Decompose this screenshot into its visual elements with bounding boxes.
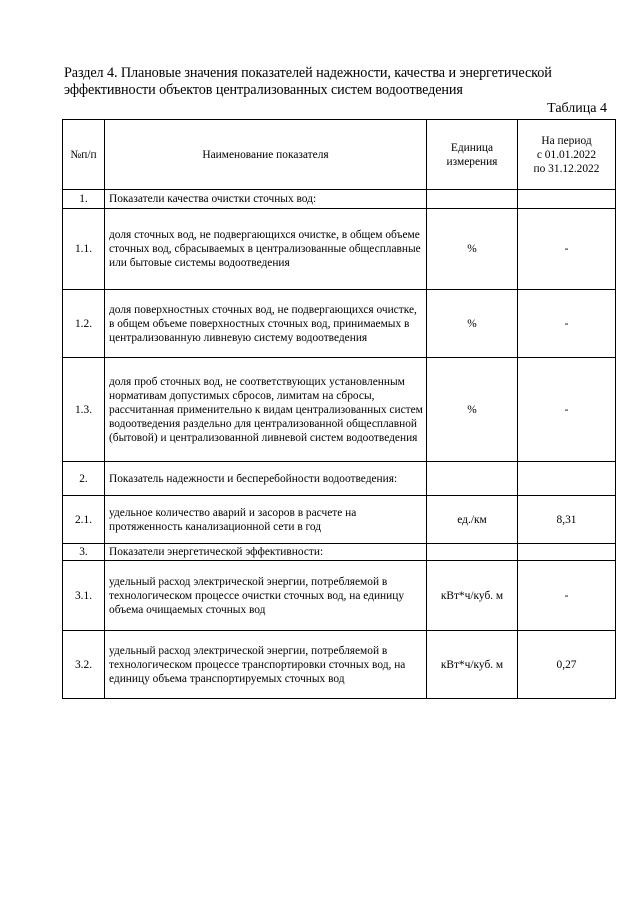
header-period — [518, 120, 616, 190]
row-unit: % — [427, 358, 518, 462]
row-unit: ед./км — [427, 496, 518, 544]
row-name: удельный расход электрической энергии, потребляемой в технологическом процессе транспортировки сточных вод, на единицу объема транспортируемых сточных вод — [105, 631, 427, 699]
row-unit: кВт*ч/куб. м — [427, 631, 518, 699]
row-name: Показатель надежности и бесперебойности водоотведения: — [105, 462, 427, 496]
row-num: 1.3. — [63, 358, 105, 462]
row-value: - — [518, 358, 616, 462]
row-value: - — [518, 561, 616, 631]
row-value — [518, 462, 616, 496]
row-value: 0,27 — [518, 631, 616, 699]
row-num: 1.2. — [63, 290, 105, 358]
row-name: Показатели энергетической эффективности: — [105, 544, 427, 561]
header-period-line-1: На период — [541, 134, 592, 147]
row-value: - — [518, 290, 616, 358]
row-value — [518, 544, 616, 561]
header-name: Наименование показателя — [105, 120, 427, 190]
table-row — [63, 462, 616, 496]
table-row — [63, 561, 616, 631]
table-row — [63, 544, 616, 561]
header-unit-line-1: Единица — [450, 141, 494, 154]
row-unit: % — [427, 290, 518, 358]
row-name: удельный расход электрической энергии, потребляемой в технологическом процессе очистки сточных вод, на единицу объема очищаемых сточных вод — [105, 561, 427, 631]
indicators-table — [62, 119, 616, 699]
header-period-line-3: по 31.12.2022 — [533, 162, 600, 175]
section-heading — [64, 65, 624, 99]
row-unit — [427, 190, 518, 209]
row-num: 1.1. — [63, 209, 105, 290]
row-num: 3.2. — [63, 631, 105, 699]
table-row — [63, 496, 616, 544]
table-row — [63, 358, 616, 462]
row-unit: кВт*ч/куб. м — [427, 561, 518, 631]
table-row — [63, 190, 616, 209]
header-period-line-2: с 01.01.2022 — [536, 148, 597, 161]
section-heading-line-1: Раздел 4. Плановые значения показателей надежности, качества и энергетической — [64, 65, 552, 81]
table-row — [63, 290, 616, 358]
header-unit — [427, 120, 518, 190]
row-num: 3.1. — [63, 561, 105, 631]
row-value — [518, 190, 616, 209]
row-unit — [427, 544, 518, 561]
row-unit: % — [427, 209, 518, 290]
table-row — [63, 209, 616, 290]
row-name: Показатели качества очистки сточных вод: — [105, 190, 427, 209]
row-value: - — [518, 209, 616, 290]
row-num: 3. — [63, 544, 105, 561]
table-header-row — [63, 120, 616, 190]
table-row — [63, 631, 616, 699]
row-num: 2. — [63, 462, 105, 496]
table-caption: Таблица 4 — [547, 101, 607, 116]
row-unit — [427, 462, 518, 496]
row-num: 2.1. — [63, 496, 105, 544]
section-heading-line-2: эффективности объектов централизованных систем водоотведения — [64, 82, 463, 98]
row-name: удельное количество аварий и засоров в расчете на протяженность канализационной сети в год — [105, 496, 427, 544]
row-name: доля поверхностных сточных вод, не подвергающихся очистке, в общем объеме поверхностных сточных вод, принимаемых в централизованную ливневую систему водоотведения — [105, 290, 427, 358]
row-name: доля сточных вод, не подвергающихся очистке, в общем объеме сточных вод, сбрасываемых в централизованные общесплавные или бытовые системы водоотведения — [105, 209, 427, 290]
header-unit-line-2: измерения — [446, 155, 498, 168]
row-name: доля проб сточных вод, не соответствующих установленным нормативам допустимых сбросов, лимитам на сбросы, рассчитанная применительно к видам централизованных систем водоотведения раздельно для централизованной общесплавной (бытовой) и централизованной ливневой систем водоотведения — [105, 358, 427, 462]
header-num: №п/п — [63, 120, 105, 190]
row-value: 8,31 — [518, 496, 616, 544]
row-num: 1. — [63, 190, 105, 209]
